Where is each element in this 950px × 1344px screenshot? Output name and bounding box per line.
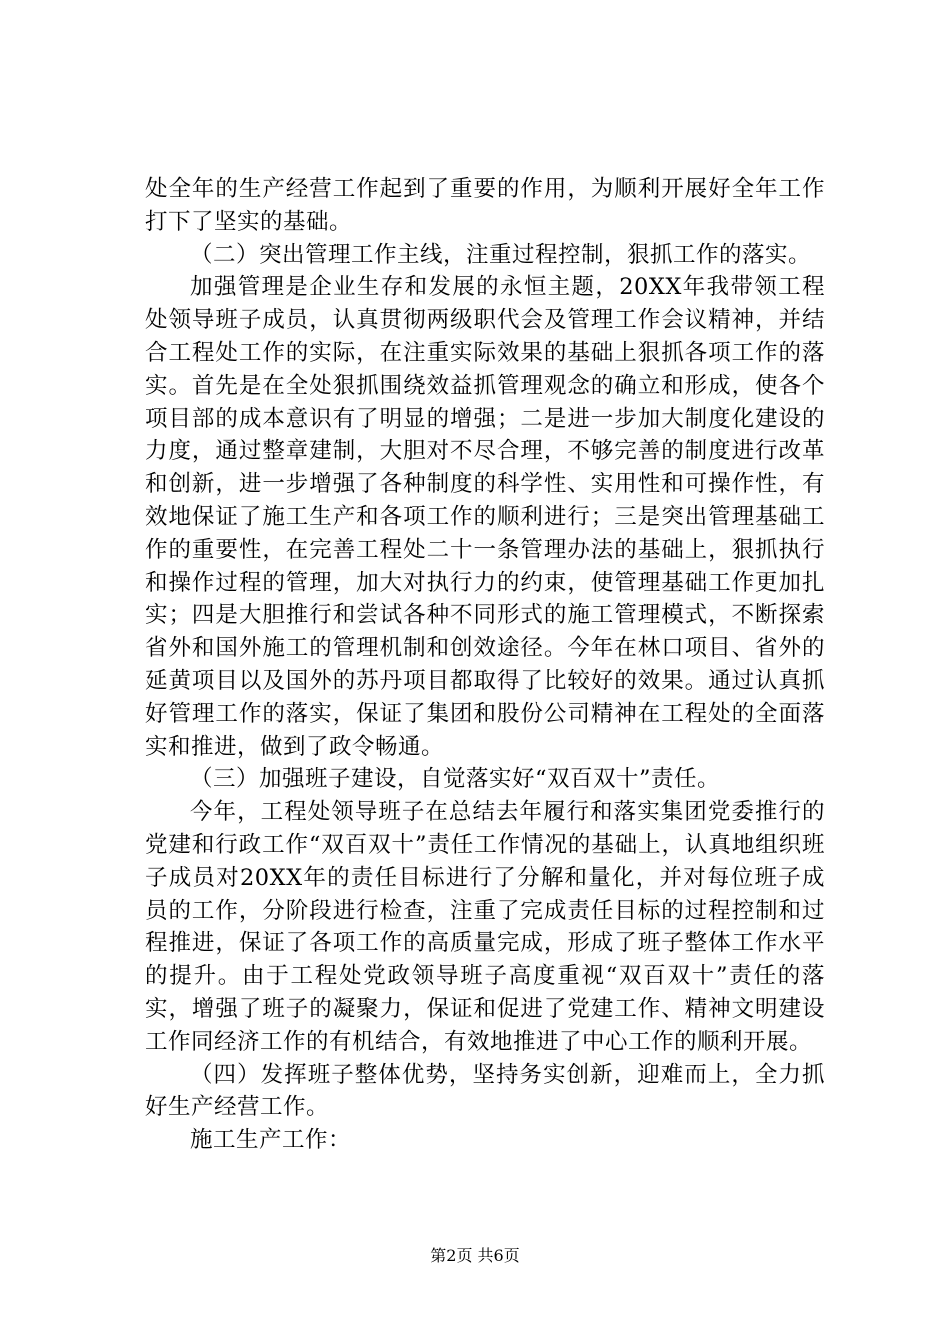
paragraph-6-heading: （四）发挥班子整体优势，坚持务实创新，迎难而上，全力抓好生产经营工作。 bbox=[145, 1061, 825, 1121]
paragraph-2-heading: （二）突出管理工作主线，注重过程控制，狠抓工作的落实。 bbox=[190, 241, 812, 268]
paragraph-4-heading: （三）加强班子建设，自觉落实好“双百双十”责任。 bbox=[190, 766, 721, 793]
page-footer bbox=[0, 1246, 950, 1266]
paragraph-3: 加强管理是企业生存和发展的永恒主题，20XX年我带领工程处领导班子成员，认真贯彻两级职代会及管理工作会议精神，并结合工程处工作的实际，在注重实际效果的基础上狠抓各项工作的落实。首先是在全处狠抓围绕效益抓管理观念的确立和形成，使各个项目部的成本意识有了明显的增强；二是进一步加大制度化建设的力度，通过整章建制，大胆对不尽合理，不够完善的制度进行改革和创新，进一步增强了各种制度的科学性、实用性和可操作性，有效地保证了施工生产和各项工作的顺利进行；三是突出管理基础工作的重要性，在完善工程处二十一条管理办法的基础上，狠抓执行和操作过程的管理，加大对执行力的约束，使管理基础工作更加扎实；四是大胆推行和尝试各种不同形式的施工管理模式，不断探索省外和国外施工的管理机制和创效途径。今年在林口项目、省外的延黄项目以及国外的苏丹项目都取得了比较好的效果。通过认真抓好管理工作的落实，保证了集团和股份公司精神在工程处的全面落实和推进，做到了政令畅通。 bbox=[145, 274, 825, 760]
paragraph-5: 今年，工程处领导班子在总结去年履行和落实集团党委推行的党建和行政工作“双百双十”责任工作情况的基础上，认真地组织班子成员对20XX年的责任目标进行了分解和量化，并对每位班子成员的工作，分阶段进行检查，注重了完成责任目标的过程控制和过程推进，保证了各项工作的高质量完成，形成了班子整体工作水平的提升。由于工程处党政领导班子高度重视“双百双十”责任的落实，增强了班子的凝聚力，保证和促进了党建工作、精神文明建设工作同经济工作的有机结合，有效地推进了中心工作的顺利开展。 bbox=[145, 799, 825, 1055]
document-body bbox=[145, 173, 825, 1157]
page-number-label: 第2页 共6页 bbox=[430, 1246, 520, 1265]
paragraph-7: 施工生产工作： bbox=[190, 1127, 352, 1154]
paragraph-1: 处全年的生产经营工作起到了重要的作用，为顺利开展好全年工作打下了坚实的基础。 bbox=[145, 176, 825, 235]
